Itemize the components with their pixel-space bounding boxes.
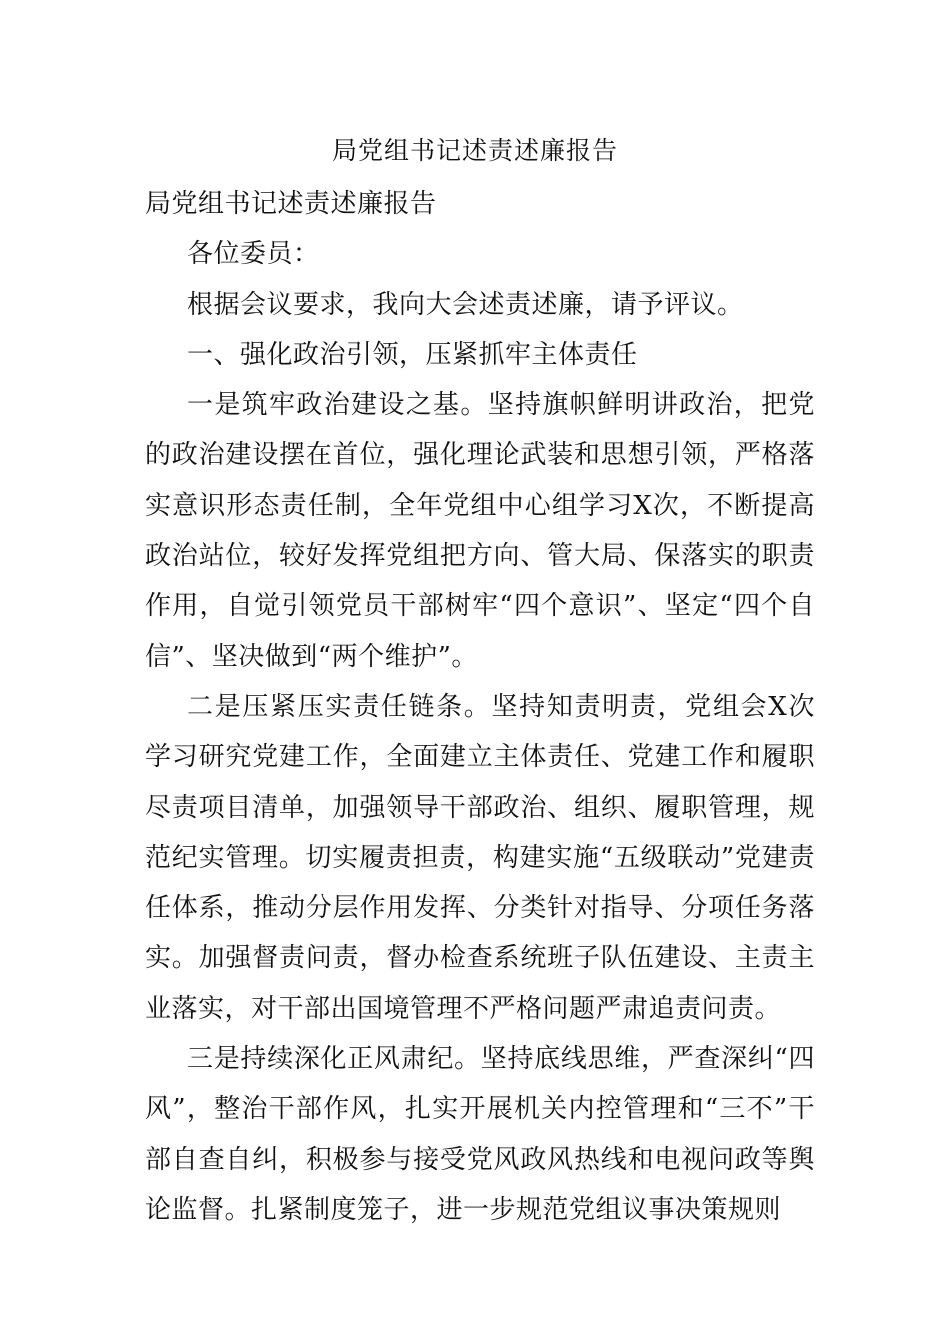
document-body — [145, 179, 815, 1235]
paragraph-intro: 根据会议要求，我向大会述责述廉，请予评议。 — [187, 289, 744, 320]
document-subtitle: 局党组书记述责述廉报告 — [145, 189, 437, 219]
salutation: 各位委员： — [187, 239, 320, 270]
document-title: 局党组书记述责述廉报告 — [331, 136, 618, 165]
paragraph-political-building: 一是筑牢政治建设之基。坚持旗帜鲜明讲政治，把党的政治建设摆在首位，强化理论武装和思想引领，严格落实意识形态责任制，全年党组中心组学习X次，不断提高政治站位，较好发挥党组把方向、管大局、保落实的职责作用，自觉引领党员干部树牢“四个意识”、坚定“四个自信”、坚决做到“两个维护”。 — [145, 390, 815, 672]
section-heading-1: 一、强化政治引领，压紧抓牢主体责任 — [187, 339, 638, 370]
paragraph-responsibility-chain: 二是压紧压实责任链条。坚持知责明责，党组会X次学习研究党建工作，全面建立主体责任、党建工作和履职尽责项目清单，加强领导干部政治、组织、履职管理，规范纪实管理。切实履责担责，构建实施“五级联动”党建责任体系，推动分层作用发挥、分类针对指导、分项任务落实。加强督责问责，督办检查系统班子队伍建设、主责主业落实，对干部出国境管理不严格问题严肃追责问责。 — [145, 691, 815, 1024]
paragraph-discipline: 三是持续深化正风肃纪。坚持底线思维，严查深纠“四风”，整治干部作风，扎实开展机关内控管理和“三不”干部自查自纠，积极参与接受党风政风热线和电视问政等舆论监督。扎紧制度笼子，进一步规范党组议事决策规则 — [145, 1044, 815, 1225]
